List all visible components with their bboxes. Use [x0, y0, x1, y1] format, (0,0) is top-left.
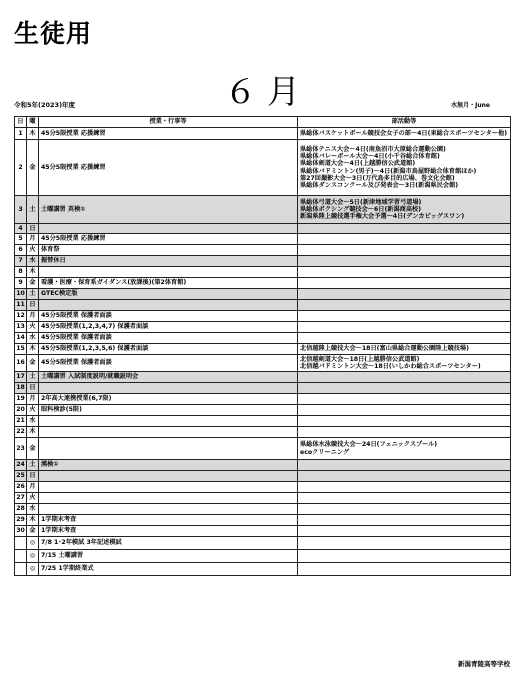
club-entry: 県総体剣道大会～4日(上越勝信公武道館) [300, 160, 416, 168]
club-cell [298, 504, 511, 515]
day-cell: 15 [15, 344, 27, 355]
day-cell: 1 [15, 128, 27, 140]
event-cell: 45分5限授業 応援練習 [39, 234, 298, 245]
event-cell: GTEC検定版 [39, 289, 298, 300]
note-blank-cell [15, 550, 27, 563]
weekday-cell: 土 [27, 196, 39, 224]
table-row [15, 405, 511, 416]
day-cell: 8 [15, 267, 27, 278]
table-row [15, 394, 511, 405]
club-cell [298, 526, 511, 537]
club-cell [298, 128, 511, 140]
table-row [15, 245, 511, 256]
day-cell: 25 [15, 471, 27, 482]
weekday-cell: 日 [27, 224, 39, 234]
club-entry: 県総体ダンスコンクール及び発表会～3日(新潟県民会館) [300, 181, 459, 189]
weekday-cell: 土 [27, 289, 39, 300]
table-row [15, 471, 511, 482]
schedule-table [14, 116, 511, 576]
weekday-cell: 土 [27, 372, 39, 383]
table-row [15, 372, 511, 383]
club-cell [298, 278, 511, 289]
club-cell [298, 234, 511, 245]
school-name: 新潟青陵高等学校 [458, 660, 510, 668]
table-row [15, 333, 511, 344]
club-cell [298, 493, 511, 504]
club-cell [298, 245, 511, 256]
event-cell [39, 416, 298, 427]
club-cell [298, 196, 511, 224]
event-cell: 土曜講習 英検① [39, 196, 298, 224]
table-row [15, 493, 511, 504]
event-cell: 45分5限授業 保護者面談 [39, 333, 298, 344]
note-row [15, 563, 511, 576]
table-row [15, 256, 511, 267]
weekday-cell: 火 [27, 405, 39, 416]
day-cell: 26 [15, 482, 27, 493]
day-cell: 4 [15, 224, 27, 234]
club-cell [298, 333, 511, 344]
day-cell: 22 [15, 427, 27, 438]
event-cell: 45分5限授業 応援練習 [39, 128, 298, 140]
note-mark: ◎ [27, 537, 39, 550]
note-empty-cell [298, 550, 511, 563]
column-header-events: 授業・行事等 [39, 117, 298, 128]
table-row [15, 196, 511, 224]
table-row [15, 224, 511, 234]
note-text: 7/15 土曜講習 [39, 550, 298, 563]
club-cell [298, 405, 511, 416]
club-cell [298, 460, 511, 471]
weekday-cell: 土 [27, 460, 39, 471]
weekday-cell: 水 [27, 333, 39, 344]
weekday-cell: 金 [27, 140, 39, 196]
day-cell: 27 [15, 493, 27, 504]
event-cell: 45分5限授業(1,2,3,4,7) 保護者面談 [39, 322, 298, 333]
day-cell: 9 [15, 278, 27, 289]
day-cell: 29 [15, 515, 27, 526]
event-cell: 1学期末考査 [39, 515, 298, 526]
table-row [15, 322, 511, 333]
event-cell: 45分5限授業 保護者面談 [39, 311, 298, 322]
club-cell [298, 344, 511, 355]
day-cell: 14 [15, 333, 27, 344]
note-mark: ◎ [27, 563, 39, 576]
weekday-cell: 水 [27, 504, 39, 515]
club-entry: ecoクリーニング [300, 448, 350, 456]
event-cell: 2年高大連携授業(6,7限) [39, 394, 298, 405]
table-row [15, 128, 511, 140]
note-empty-cell [298, 537, 511, 550]
column-header-day: 日 [15, 117, 27, 128]
weekday-cell: 木 [27, 267, 39, 278]
club-entry: 県総体バドミントン(男子)～4日(新潟市鳥屋野総合体育館ほか) [300, 167, 477, 175]
day-cell: 30 [15, 526, 27, 537]
day-cell: 5 [15, 234, 27, 245]
day-cell: 23 [15, 438, 27, 460]
day-cell: 2 [15, 140, 27, 196]
event-cell: 看護・医療・保育系ガイダンス(放課後)(第2体育館) [39, 278, 298, 289]
club-cell [298, 383, 511, 394]
table-row [15, 140, 511, 196]
table-row [15, 416, 511, 427]
club-cell [298, 224, 511, 234]
event-cell [39, 438, 298, 460]
club-cell [298, 140, 511, 196]
day-cell: 16 [15, 355, 27, 372]
weekday-cell: 日 [27, 471, 39, 482]
day-cell: 18 [15, 383, 27, 394]
club-cell [298, 438, 511, 460]
weekday-cell: 火 [27, 322, 39, 333]
school-year-label: 令和5年(2023)年度 [14, 101, 76, 109]
weekday-cell: 金 [27, 355, 39, 372]
note-blank-cell [15, 563, 27, 576]
event-cell: 体育祭 [39, 245, 298, 256]
event-cell: 45分5限授業 応援練習 [39, 140, 298, 196]
note-row [15, 550, 511, 563]
weekday-cell: 水 [27, 256, 39, 267]
weekday-cell: 月 [27, 311, 39, 322]
event-cell [39, 224, 298, 234]
weekday-cell: 木 [27, 344, 39, 355]
weekday-cell: 水 [27, 416, 39, 427]
event-cell: 漢検① [39, 460, 298, 471]
note-blank-cell [15, 537, 27, 550]
column-header-weekday: 曜 [27, 117, 39, 128]
table-row [15, 383, 511, 394]
day-cell: 11 [15, 300, 27, 311]
club-entry: 県総体弓道大会～5日(新津地域学習弓道場) [300, 198, 422, 206]
table-row [15, 526, 511, 537]
day-cell: 19 [15, 394, 27, 405]
table-row [15, 460, 511, 471]
club-cell [298, 394, 511, 405]
club-cell [298, 267, 511, 278]
weekday-cell: 木 [27, 427, 39, 438]
club-cell [298, 515, 511, 526]
club-cell [298, 482, 511, 493]
day-cell: 21 [15, 416, 27, 427]
table-row [15, 482, 511, 493]
weekday-cell: 木 [27, 515, 39, 526]
event-cell: 土曜講習 入試制度説明/就職説明会 [39, 372, 298, 383]
table-row [15, 289, 511, 300]
event-cell [39, 504, 298, 515]
club-entry: 県総体ボクシング競技会～6日(新潟商高校) [300, 205, 422, 213]
day-cell: 7 [15, 256, 27, 267]
club-entry: 県総体バスケットボール競技会女子の部～4日(東総合スポーツセンター他) [300, 129, 508, 137]
audience-title: 生徒用 [14, 19, 93, 48]
day-cell: 10 [15, 289, 27, 300]
club-cell [298, 372, 511, 383]
event-cell: 1学期末考査 [39, 526, 298, 537]
event-cell: 眼科検診(5限) [39, 405, 298, 416]
table-row [15, 278, 511, 289]
day-cell: 17 [15, 372, 27, 383]
club-entry: 県総体水泳競技大会～24日(フェニックスプール) [300, 441, 438, 449]
weekday-cell: 木 [27, 128, 39, 140]
event-cell [39, 482, 298, 493]
day-cell: 20 [15, 405, 27, 416]
event-cell: 45分5限授業 保護者面談 [39, 355, 298, 372]
club-entry: 第27回撮影大会～3日(万代島多目的広場、巻文化会館) [300, 174, 455, 182]
day-cell: 13 [15, 322, 27, 333]
club-entry: 北信越剣道大会～18日(上越勝信公武道館) [300, 355, 420, 363]
club-cell [298, 289, 511, 300]
club-cell [298, 416, 511, 427]
club-cell [298, 300, 511, 311]
weekday-cell: 日 [27, 383, 39, 394]
weekday-cell: 月 [27, 234, 39, 245]
club-cell [298, 311, 511, 322]
table-row [15, 344, 511, 355]
weekday-cell: 火 [27, 245, 39, 256]
table-row [15, 438, 511, 460]
table-row [15, 234, 511, 245]
note-text: 7/25 1学期終業式 [39, 563, 298, 576]
table-row [15, 267, 511, 278]
table-row [15, 427, 511, 438]
note-mark: ◎ [27, 550, 39, 563]
table-row [15, 515, 511, 526]
weekday-cell: 金 [27, 278, 39, 289]
column-header-club: 部活動等 [298, 117, 511, 128]
weekday-cell: 金 [27, 526, 39, 537]
month-name-label: 水無月・June [451, 102, 490, 109]
club-entry: 新潟県陸上競技選手権大会予選～4日(デンカビッグスワン) [300, 213, 465, 221]
day-cell: 6 [15, 245, 27, 256]
note-row [15, 537, 511, 550]
event-cell [39, 471, 298, 482]
club-entry: 県総体テニス大会～4日(南魚沼市大原総合運動公園) [300, 146, 446, 154]
weekday-cell: 日 [27, 300, 39, 311]
club-entry: 県総体バレーボール大会～4日(小千谷総合体育館) [300, 153, 440, 161]
table-row [15, 300, 511, 311]
club-cell [298, 427, 511, 438]
note-empty-cell [298, 563, 511, 576]
weekday-cell: 金 [27, 438, 39, 460]
event-cell: 45分5限授業(1,2,3,5,6) 保護者面談 [39, 344, 298, 355]
day-cell: 12 [15, 311, 27, 322]
day-cell: 28 [15, 504, 27, 515]
table-row [15, 355, 511, 372]
club-cell [298, 355, 511, 372]
club-entry: 北信越バドミントン大会～18日(いしかわ総合スポーツセンター) [300, 363, 481, 370]
weekday-cell: 火 [27, 493, 39, 504]
event-cell [39, 427, 298, 438]
day-cell: 24 [15, 460, 27, 471]
table-header-row [15, 117, 511, 128]
event-cell [39, 383, 298, 394]
weekday-cell: 月 [27, 482, 39, 493]
note-text: 7/8 1･2年模試 3年記述模試 [39, 537, 298, 550]
table-row [15, 504, 511, 515]
club-cell [298, 322, 511, 333]
weekday-cell: 月 [27, 394, 39, 405]
month-title: ６月 [224, 72, 310, 111]
table-row [15, 311, 511, 322]
event-cell: 振替休日 [39, 256, 298, 267]
event-cell [39, 300, 298, 311]
club-entry: 北信越陸上競技大会～18日(富山県総合運動公園陸上競技場) [300, 345, 469, 353]
event-cell [39, 493, 298, 504]
club-cell [298, 256, 511, 267]
club-cell [298, 471, 511, 482]
day-cell: 3 [15, 196, 27, 224]
event-cell [39, 267, 298, 278]
